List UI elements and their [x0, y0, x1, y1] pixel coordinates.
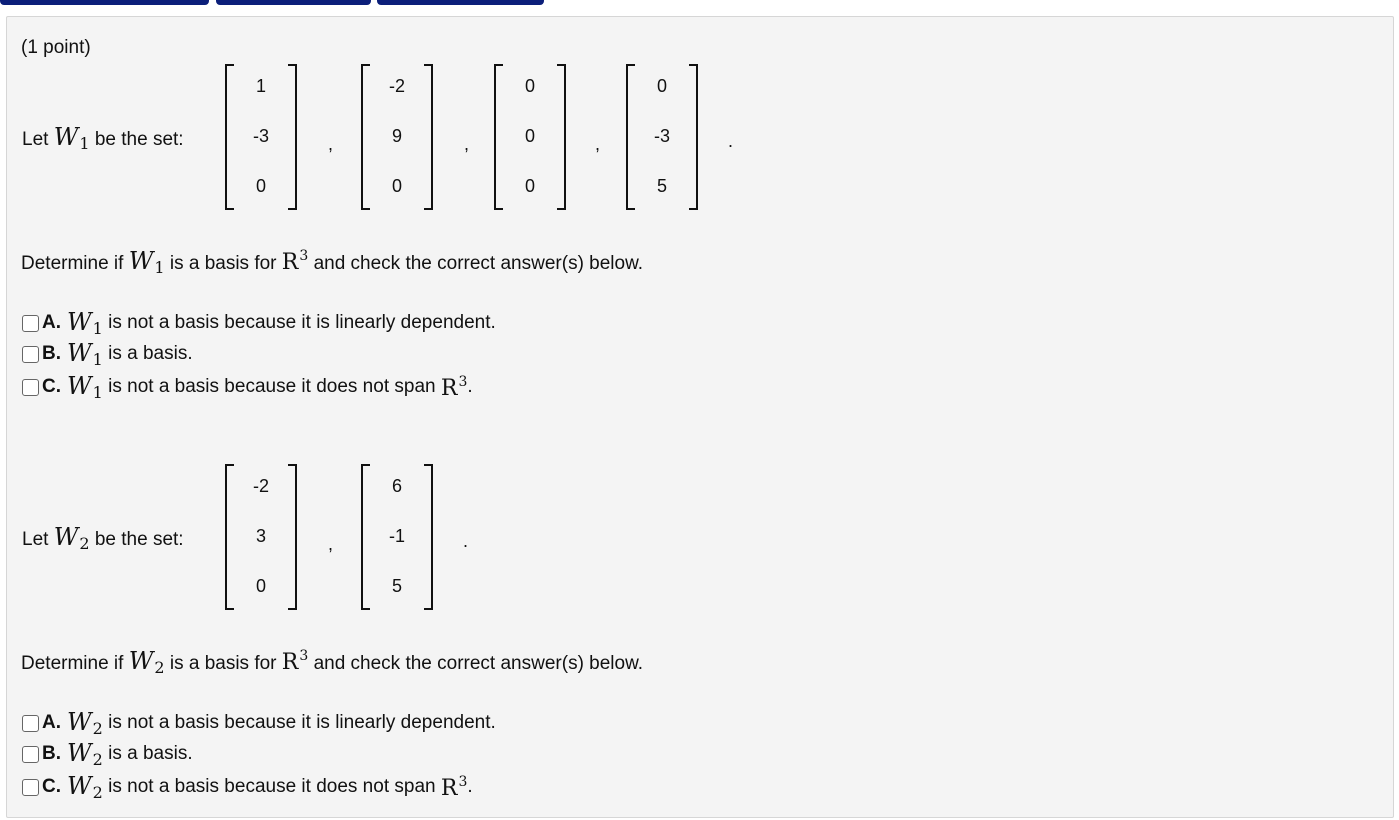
vector-entry: 0 [524, 176, 535, 196]
option-a-w1[interactable]: A. $W_1$ is not a basis because it is linearly dependent. [22, 310, 496, 336]
option-a-w2[interactable]: A. $W_2$ is not a basis because it is linearly dependent. [22, 710, 496, 736]
vector-entry: 0 [255, 576, 266, 596]
vector-entry: 0 [524, 126, 535, 146]
vector-entry: -1 [388, 526, 405, 546]
vector-w2-2 [361, 464, 433, 610]
nav-tab-1[interactable] [0, 0, 209, 5]
checkbox-a-w2[interactable] [22, 715, 39, 732]
question-text-w2: Determine if $W_2$ is a basis for $R^3$ and check the correct answer(s) below. [21, 647, 644, 677]
problem-panel [6, 16, 1394, 818]
vector-entry: -3 [252, 126, 269, 146]
question-text-w1: Determine if $W_1$ is a basis for $R^3$ and check the correct answer(s) below. [21, 247, 644, 277]
points-label: (1 point) [21, 37, 91, 58]
option-c-w2[interactable]: C. $W_2$ is not a basis because it does not span $R^3$ . [22, 774, 473, 800]
set-definition-label-w2: Let $W_2$ be the set: [22, 523, 184, 553]
r3-symbol: $R^3$ [281, 648, 309, 675]
vector-entry: 0 [656, 76, 667, 96]
vector-w1-2 [361, 64, 433, 210]
top-nav-bar [0, 0, 560, 6]
vector-entry: 3 [255, 526, 266, 546]
set-terminator: . [728, 131, 734, 151]
separator-comma: , [328, 534, 334, 554]
vector-entry: 9 [391, 126, 402, 146]
var-w2: $W_2$ [53, 523, 90, 553]
vector-entry: -3 [653, 126, 670, 146]
separator-comma: , [464, 134, 470, 154]
vector-entry: 6 [391, 476, 402, 496]
vector-entry: -2 [388, 76, 405, 96]
vector-entry: 0 [391, 176, 402, 196]
separator-comma: , [595, 134, 601, 154]
checkbox-c-w2[interactable] [22, 779, 39, 796]
vector-entry: 0 [255, 176, 266, 196]
checkbox-c-w1[interactable] [22, 379, 39, 396]
vector-entry: 0 [524, 76, 535, 96]
vector-entry: -2 [252, 476, 269, 496]
set-terminator: . [463, 531, 469, 551]
option-c-w1[interactable]: C. $W_1$ is not a basis because it does not span $R^3$ . [22, 374, 473, 400]
option-b-w1[interactable]: B. $W_1$ is a basis. [22, 341, 193, 367]
nav-tab-3[interactable] [377, 0, 544, 5]
vector-w1-3 [494, 64, 566, 210]
nav-tab-2[interactable] [216, 0, 371, 5]
checkbox-a-w1[interactable] [22, 315, 39, 332]
vector-entry: 5 [656, 176, 667, 196]
vector-w1-1 [225, 64, 297, 210]
checkbox-b-w1[interactable] [22, 346, 39, 363]
vector-w2-1 [225, 464, 297, 610]
vector-entry: 5 [391, 576, 402, 596]
var-w1: $W_1$ [53, 123, 90, 153]
checkbox-b-w2[interactable] [22, 746, 39, 763]
separator-comma: , [328, 134, 334, 154]
r3-symbol: $R^3$ [281, 248, 309, 275]
option-b-w2[interactable]: B. $W_2$ is a basis. [22, 741, 193, 767]
vector-w1-4 [626, 64, 698, 210]
set-definition-label-w1: Let $W_1$ be the set: [22, 123, 184, 153]
vector-entry: 1 [255, 76, 266, 96]
